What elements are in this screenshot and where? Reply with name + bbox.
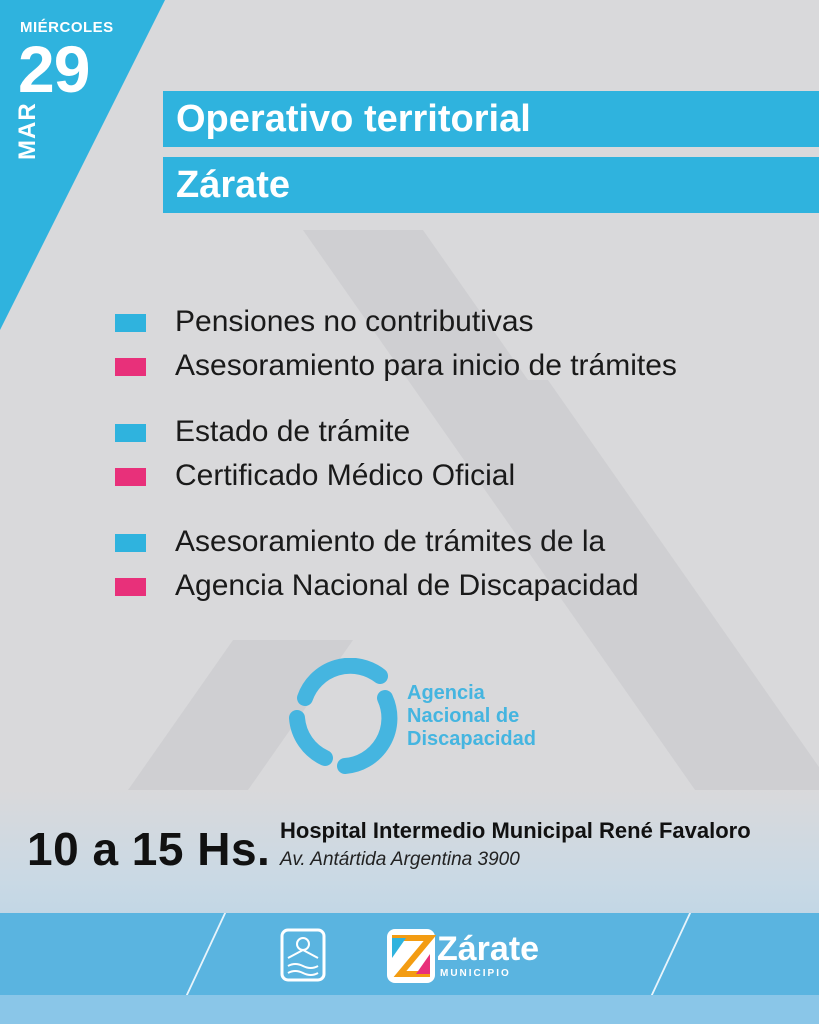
footer-bottom-strip: [0, 995, 819, 1024]
agency-logo-text: [407, 682, 536, 751]
list-item: [115, 344, 795, 388]
agency-logo-line: Discapacidad: [407, 728, 536, 750]
brand-subtitle: MUNICIPIO: [440, 968, 511, 979]
service-label: Certificado Médico Oficial: [175, 459, 516, 492]
bullet-square: [115, 578, 146, 596]
agency-logo-line: Agencia: [407, 682, 485, 704]
service-label: Estado de trámite: [175, 415, 411, 448]
date-dayname: MIÉRCOLES: [20, 19, 114, 36]
date-month: MAR: [14, 102, 41, 160]
zarate-logo-icon: [386, 928, 436, 984]
list-item: [115, 410, 795, 454]
schedule-hours: 10 a 15 Hs.: [27, 823, 271, 875]
title-line-1: Operativo territorial: [163, 91, 819, 147]
list-item: [115, 564, 795, 608]
brand-name: Zárate: [437, 930, 540, 968]
location-name: Hospital Intermedio Municipal René Favaloro: [280, 818, 751, 843]
services-list: [115, 300, 795, 608]
municipal-shield-icon: [280, 928, 326, 982]
date-day: 29: [18, 32, 90, 106]
location-address: Av. Antártida Argentina 3900: [280, 849, 520, 870]
service-label: Asesoramiento para inicio de trámites: [175, 349, 677, 382]
bullet-square: [115, 424, 146, 442]
list-item: [115, 454, 795, 498]
service-label: Pensiones no contributivas: [175, 305, 534, 338]
list-item: [115, 520, 795, 564]
list-item: [115, 300, 795, 344]
service-label: Asesoramiento de trámites de la: [175, 525, 606, 558]
bullet-square: [115, 358, 146, 376]
title-line-2: Zárate: [163, 157, 819, 213]
agency-logo-line: Nacional de: [407, 705, 520, 727]
bullet-square: [115, 468, 146, 486]
bullet-square: [115, 314, 146, 332]
bullet-square: [115, 534, 146, 552]
service-label: Agencia Nacional de Discapacidad: [175, 569, 639, 602]
